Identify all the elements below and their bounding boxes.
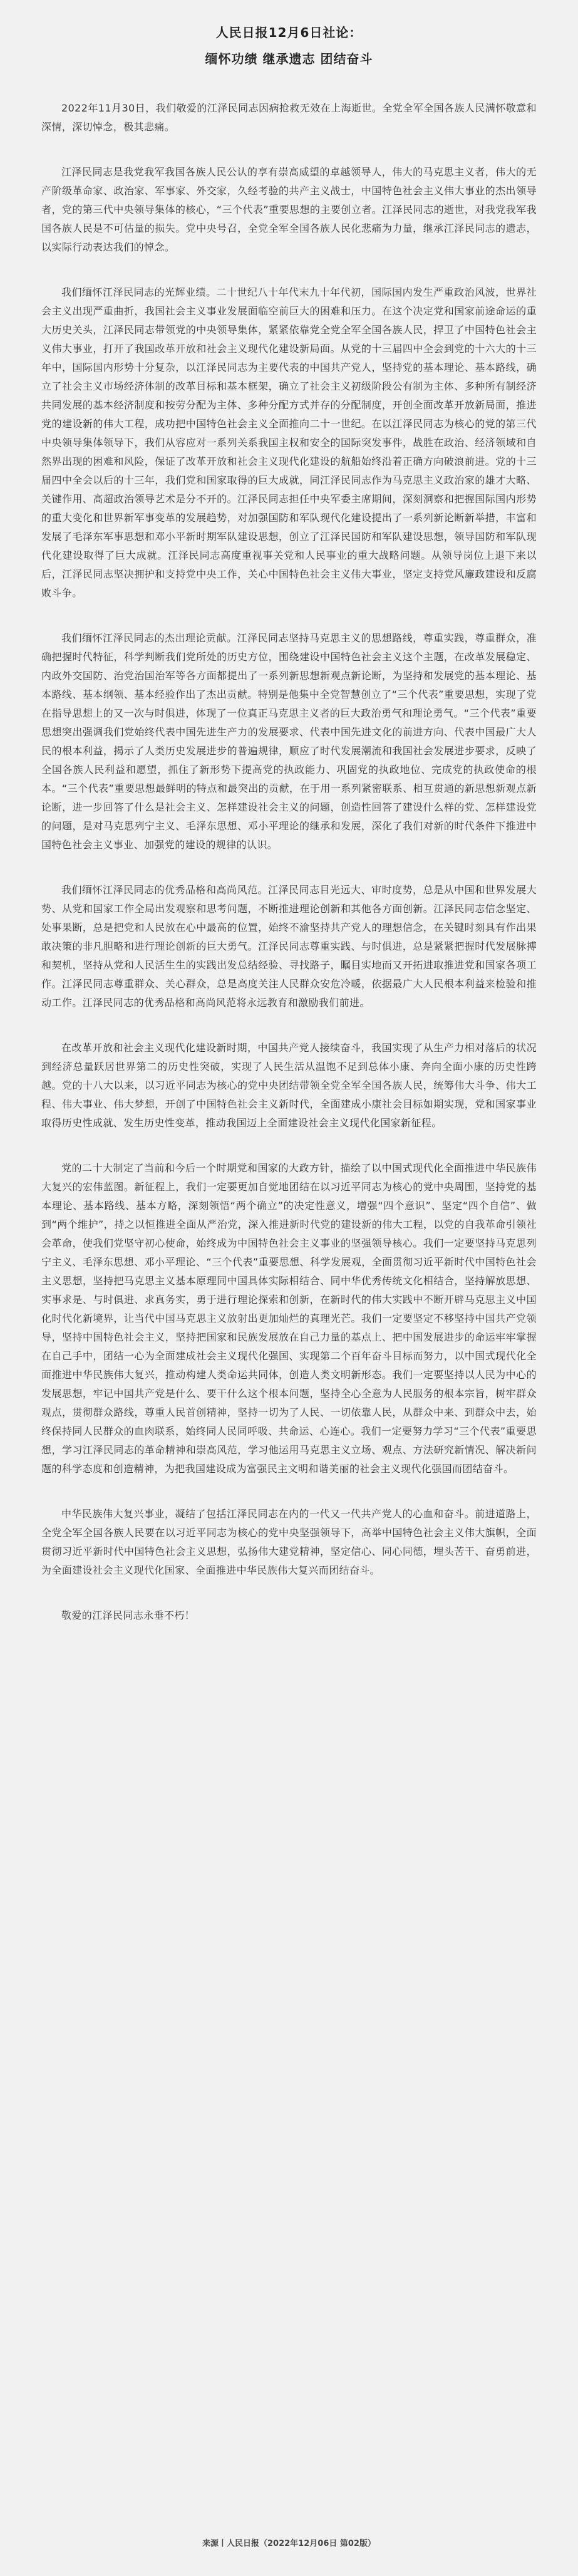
- paragraph-7: 党的二十大制定了当前和今后一个时期党和国家的大政方针，描绘了以中国式现代化全面推进中华民族伟大复兴的宏伟蓝图。新征程上，我们一定要更加自觉地团结在以习近平同志为核心的党中央周围，坚持党的基本理论、基本路线、基本方略，深刻领悟“两个确立”的决定性意义，增强“四个意识”、坚定“四个自信”、做到“两个维护”，持之以恒推进全面从严治党，深入推进新时代党的建设新的伟大工程，以党的自我革命引领社会革命，使我们党坚守初心使命，始终成为中国特色社会主义事业的坚强领导核心。我们一定要坚持马克思列宁主义、毛泽东思想、邓小平理论、“三个代表”重要思想、科学发展观，全面贯彻习近平新时代中国特色社会主义思想，坚持把马克思主义基本原理同中国具体实际相结合、同中华优秀传统文化相结合，坚持解放思想、实事求是、与时俱进、求真务实，勇于进行理论探索和创新，在新时代的伟大实践中不断开辟马克思主义中国化时代化新境界，让当代中国马克思主义放射出更加灿烂的真理光芒。我们一定要坚定不移坚持中国共产党领导，坚持中国特色社会主义，坚持把国家和民族发展放在自己力量的基点上、把中国发展进步的命运牢牢掌握在自己手中，团结一心为全面建成社会主义现代化强国、实现第二个百年奋斗目标而努力，以中国式现代化全面推进中华民族伟大复兴，推动构建人类命运共同体，创造人类文明新形态。我们一定要坚持以人民为中心的发展思想，牢记中国共产党是什么、要干什么这个根本问题，坚持全心全意为人民服务的根本宗旨，树牢群众观点，贯彻群众路线，尊重人民首创精神，坚持一切为了人民、一切依靠人民，从群众中来、到群众中去，始终保持同人民群众的血肉联系，始终同人民同呼吸、共命运、心连心。我们一定要努力学习“三个代表”重要思想，学习江泽民同志的革命精神和崇高风范，学习他运用马克思主义立场、观点、方法研究新情况、解决新问题的科学态度和创造精神，为把我国建设成为富强民主文明和谐美丽的社会主义现代化强国而团结奋斗。: [41, 1162, 537, 1475]
- source-text: 来源丨人民日报（2022年12月06日 第02版）: [202, 2539, 376, 2548]
- paragraph-2: 江泽民同志是我党我军我国各族人民公认的享有崇高威望的卓越领导人，伟大的马克思主义者，伟大的无产阶级革命家、政治家、军事家、外交家，久经考验的共产主义战士，中国特色社会主义伟大事业的杰出领导者，党的第三代中央领导集体的核心，“三个代表”重要思想的主要创立者。江泽民同志的逝世，对我党我军我国各族人民是不可估量的损失。党中央号召，全党全军全国各族人民化悲痛为力量，继承江泽民同志的遗志，以实际行动表达我们的悼念。: [41, 166, 537, 253]
- source-footer: [0, 2537, 578, 2548]
- article-body: [41, 99, 537, 1625]
- article-title: 人民日报12月6日社论：: [215, 25, 363, 40]
- closing-line: 敬爱的江泽民同志永垂不朽！: [61, 1609, 195, 1621]
- article-subtitle: 缅怀功绩 继承遗志 团结奋斗: [205, 51, 373, 66]
- paragraph-1: 2022年11月30日，我们敬爱的江泽民同志因病抢救无效在上海逝世。全党全军全国各族人民满怀敬意和深情，深切悼念，极其悲痛。: [41, 102, 537, 133]
- paragraph-4: 我们缅怀江泽民同志的杰出理论贡献。江泽民同志坚持马克思主义的思想路线，尊重实践，尊重群众，准确把握时代特征，科学判断我们党所处的历史方位，围绕建设中国特色社会主义这个主题，在改革发展稳定、内政外交国防、治党治国治军等各方面都提出了一系列新思想新观点新论断，为坚持和发展党的基本理论、基本路线、基本纲领、基本经验作出了杰出贡献。特别是他集中全党智慧创立了“三个代表”重要思想，实现了党在指导思想上的又一次与时俱进，体现了一位真正马克思主义者的巨大政治勇气和理论勇气。“三个代表”重要思想突出强调我们党始终代表中国先进生产力的发展要求、代表中国先进文化的前进方向、代表中国最广大人民的根本利益，揭示了人类历史发展进步的普遍规律，顺应了时代发展潮流和我国社会发展进步要求，反映了全国各族人民利益和愿望，抓住了新形势下提高党的执政能力、巩固党的执政地位、完成党的执政使命的根本。“三个代表”重要思想最鲜明的特点和最突出的贡献，在于用一系列紧密联系、相互贯通的新思想新观点新论断，进一步回答了什么是社会主义、怎样建设社会主义的问题，创造性回答了建设什么样的党、怎样建设党的问题，是对马克思列宁主义、毛泽东思想、邓小平理论的继承和发展，深化了我们对新的时代条件下推进中国特色社会主义事业、加强党的建设的规律的认识。: [41, 632, 537, 851]
- paragraph-5: 我们缅怀江泽民同志的优秀品格和高尚风范。江泽民同志目光远大、审时度势，总是从中国和世界发展大势、从党和国家工作全局出发观察和思考问题，不断推进理论创新和其他各方面创新。江泽民同志信念坚定、处事果断，总是把党和人民放在心中最高的位置，始终不渝坚持共产党人的理想信念，在关键时刻具有作出果敢决策的非凡胆略和进行理论创新的巨大勇气。江泽民同志尊重实践、与时俱进，总是紧紧把握时代发展脉搏和契机，坚持从党和人民活生生的实践出发总结经验、寻找路子，瞩目实地而又开拓进取推进党和国家各项工作。江泽民同志尊重群众、关心群众，总是高度关注人民群众安危冷暖，依据最广大人民根本利益来检验和推动工作。江泽民同志的优秀品格和高尚风范将永远教育和激励我们前进。: [41, 884, 537, 1009]
- paragraph-8: 中华民族伟大复兴事业，凝结了包括江泽民同志在内的一代又一代共产党人的心血和奋斗。前进道路上，全党全军全国各族人民要在以习近平同志为核心的党中央坚强领导下，高举中国特色社会主义伟大旗帜，全面贯彻习近平新时代中国特色社会主义思想，弘扬伟大建党精神，坚定信心、同心同德，埋头苦干、奋勇前进，为全面建设社会主义现代化国家、全面推进中华民族伟大复兴而团结奋斗。: [41, 1508, 537, 1576]
- paragraph-3: 我们缅怀江泽民同志的光辉业绩。二十世纪八十年代末九十年代初，国际国内发生严重政治风波，世界社会主义出现严重曲折，我国社会主义事业发展面临空前巨大的困难和压力。在这个决定党和国家前途命运的重大历史关头，江泽民同志带领党的中央领导集体，紧紧依靠党全党全军全国各族人民，捍卫了中国特色社会主义伟大事业，打开了我国改革开放和社会主义现代化建设新局面。从党的十三届四中全会到党的十六大的十三年中，国际国内形势十分复杂，以江泽民同志为主要代表的中国共产党人，坚持党的基本理论、基本路线，确立了社会主义市场经济体制的改革目标和基本框架，确立了社会主义初级阶段公有制为主体、多种所有制经济共同发展的基本经济制度和按劳分配为主体、多种分配方式并存的分配制度，开创全面改革开放新局面，推进党的建设新的伟大工程，成功把中国特色社会主义全面推向二十一世纪。在以江泽民同志为核心的党的第三代中央领导集体领导下，我们从容应对一系列关系我国主权和安全的国际突发事件，战胜在政治、经济领域和自然界出现的困难和风险，保证了改革开放和社会主义现代化建设的航船始终沿着正确方向破浪前进。党的十三届四中全会以后的十三年，我们党和国家取得的巨大成就，同江泽民同志作为马克思主义政治家的雄才大略、关键作用、高超政治领导艺术是分不开的。江泽民同志担任中央军委主席期间，深刻洞察和把握国际国内形势的重大变化和世界新军事变革的发展趋势，对加强国防和军队现代化建设提出了一系列新论断新举措，丰富和发展了毛泽东军事思想和邓小平新时期军队建设思想，创立了江泽民国防和军队建设思想，领导国防和军队现代化建设取得了巨大成就。江泽民同志高度重视事关党和人民事业的重大战略问题。从领导岗位上退下来以后，江泽民同志坚决拥护和支持党中央工作，关心中国特色社会主义伟大事业，坚定支持党风廉政建设和反腐败斗争。: [41, 286, 537, 599]
- article-header: [41, 0, 537, 71]
- paragraph-6: 在改革开放和社会主义现代化建设新时期，中国共产党人接续奋斗，我国实现了从生产力相对落后的状况到经济总量跃居世界第二的历史性突破，实现了人民生活从温饱不足到总体小康、奔向全面小康的历史性跨越。党的十八大以来，以习近平同志为核心的党中央团结带领全党全军全国各族人民，统筹伟大斗争、伟大工程、伟大事业、伟大梦想，开创了中国特色社会主义新时代，全面建成小康社会目标如期实现，党和国家事业取得历史性成就、发生历史性变革，推动我国迈上全面建设社会主义现代化国家新征程。: [41, 1042, 537, 1129]
